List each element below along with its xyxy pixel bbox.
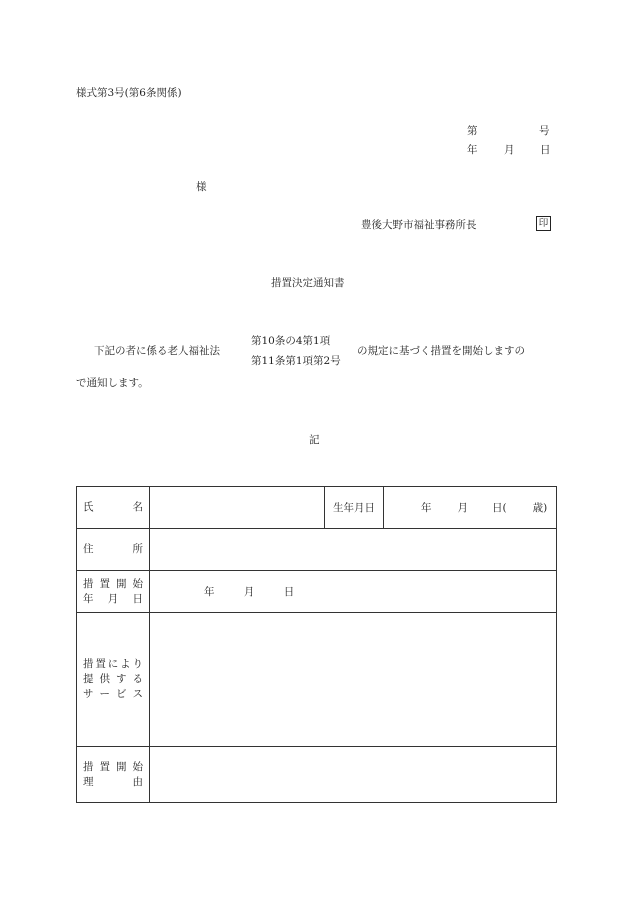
address-label-cell [77, 529, 150, 571]
start-date-label-char: 置 [99, 577, 110, 590]
reason-label-cell [77, 747, 150, 803]
record-table [76, 486, 557, 803]
form-number: 様式第3号(第6条関係) [76, 87, 182, 99]
address-label-char: 住 [83, 543, 94, 555]
document-title: 措置決定通知書 [271, 277, 345, 289]
name-label-cell [77, 487, 150, 529]
address-label-char: 所 [132, 543, 143, 555]
service-label-char: す [116, 673, 127, 685]
service-value-cell[interactable] [150, 613, 557, 747]
seal-mark: 印 [536, 216, 551, 231]
reason-label-char: 由 [132, 775, 143, 788]
table-row-address [77, 529, 557, 571]
start-date-label-char: 開 [116, 577, 127, 590]
name-value-cell[interactable] [150, 487, 325, 529]
service-label-char: ス [132, 688, 143, 700]
reason-value-cell[interactable] [150, 747, 557, 803]
body-option-article-10: 第10条の4第1項 [251, 335, 331, 347]
reason-label-char: 始 [132, 760, 143, 773]
start-date-label-cell [77, 571, 150, 613]
service-label-char: ー [99, 688, 110, 700]
table-row-name [77, 487, 557, 529]
reason-label-char: 措 [83, 760, 94, 773]
start-date-value-cell[interactable] [150, 571, 557, 613]
service-label-char: る [132, 673, 143, 685]
start-date-label-char: 始 [132, 577, 143, 590]
service-label-char: り [132, 658, 143, 670]
service-label-char: サ [83, 688, 94, 700]
addressee-honorific: 様 [196, 181, 207, 193]
start-date-label-char: 年 [83, 592, 94, 605]
sender-name: 豊後大野市福祉事務所長 [361, 219, 477, 231]
reason-label-char: 開 [116, 760, 127, 773]
reason-label-char: 置 [99, 760, 110, 773]
date-month-label: 月 [504, 144, 515, 156]
doc-number-prefix: 第 [467, 125, 478, 137]
name-label-char: 氏 [83, 501, 94, 513]
address-value-cell[interactable] [150, 529, 557, 571]
service-label-char: ビ [116, 688, 127, 700]
service-label-char: よ [120, 658, 131, 670]
table-row-start-date [77, 571, 557, 613]
ki-heading: 記 [309, 434, 320, 446]
start-date-label-char: 措 [83, 577, 94, 590]
service-label-char: 置 [95, 658, 106, 670]
dob-year: 年 [421, 502, 432, 514]
service-label-char: 措 [83, 658, 94, 670]
start-date-label-char: 日 [132, 592, 143, 605]
body-text-continued: で通知します。 [76, 377, 149, 389]
doc-number-suffix: 号 [539, 125, 550, 137]
service-label-char: に [107, 658, 119, 670]
dob-age: 歳) [532, 502, 548, 514]
start-date-label-char: 月 [107, 592, 119, 605]
dob-label-cell: 生年月日 [325, 487, 384, 529]
service-label-char: 提 [83, 673, 94, 685]
dob-value-cell[interactable] [384, 487, 557, 529]
service-label-cell [77, 613, 150, 747]
date-day-label: 日 [540, 144, 551, 156]
body-text-before: 下記の者に係る老人福祉法 [94, 345, 220, 357]
reason-label-char: 理 [83, 775, 94, 788]
table-row-reason [77, 747, 557, 803]
body-option-article-11: 第11条第1項第2号 [251, 355, 341, 367]
dob-month: 月 [457, 502, 468, 514]
body-text-after: の規定に基づく措置を開始しますの [357, 345, 525, 357]
table-row-service [77, 613, 557, 747]
start-date-day: 日 [283, 586, 295, 598]
dob-day: 日( [492, 502, 507, 514]
date-year-label: 年 [467, 144, 478, 156]
name-label-char: 名 [132, 501, 143, 513]
start-date-year: 年 [204, 586, 215, 598]
service-label-char: 供 [99, 673, 110, 685]
start-date-month: 月 [243, 586, 255, 598]
